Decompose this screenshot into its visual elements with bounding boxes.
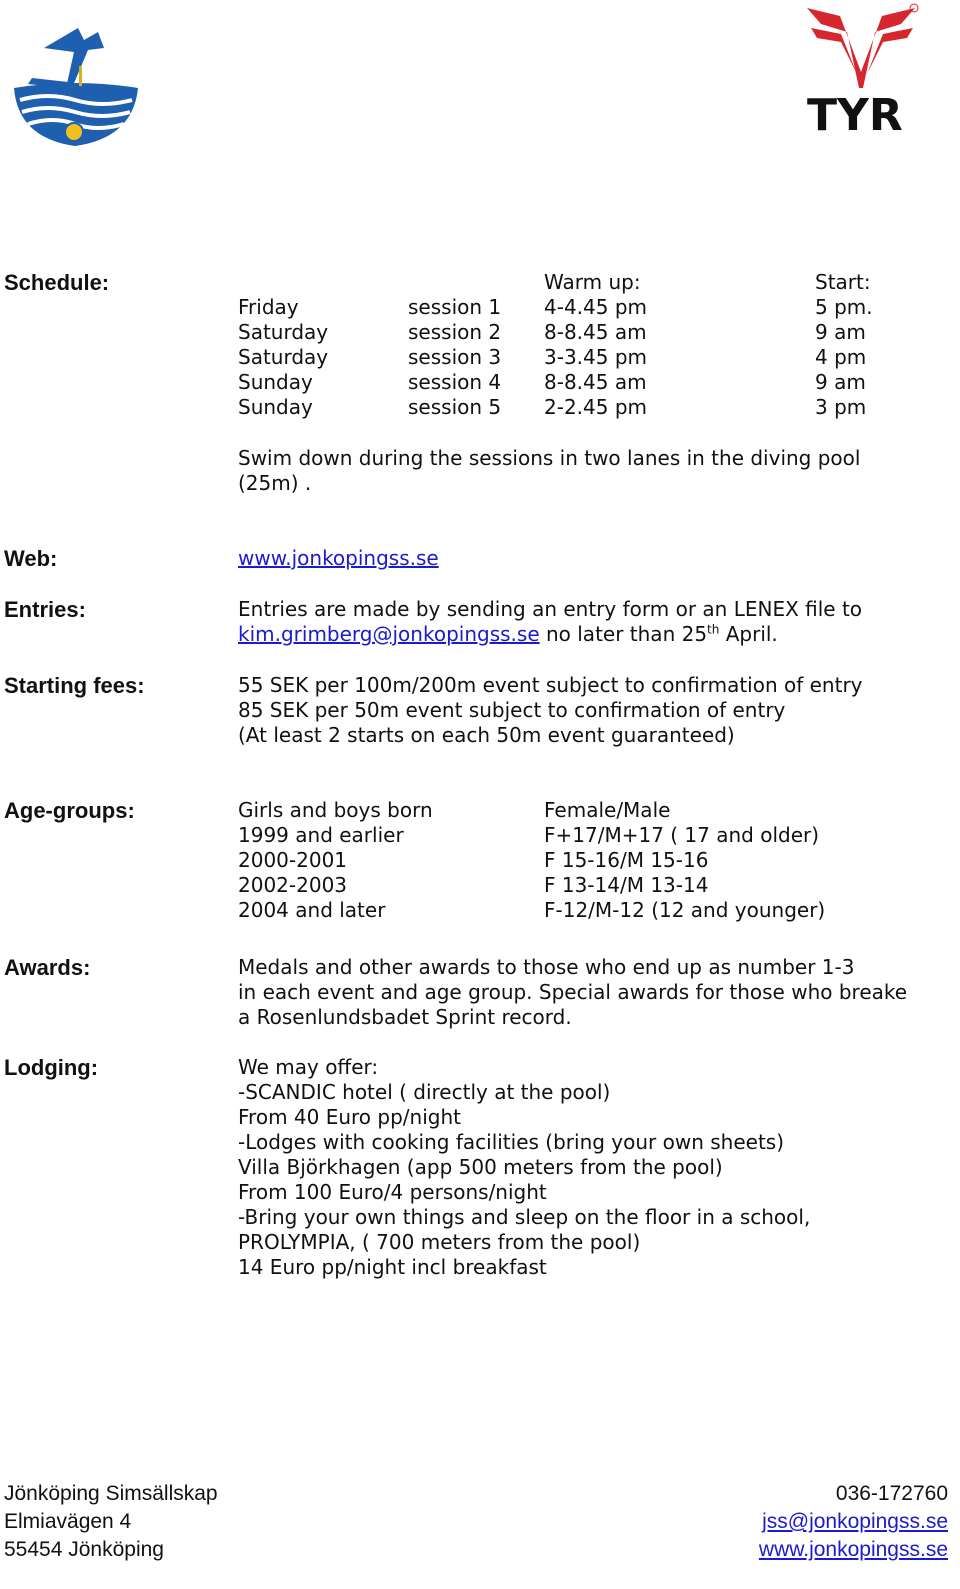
lodging-line: 14 Euro pp/night incl breakfast — [238, 1255, 547, 1279]
schedule-day: Saturday — [238, 345, 329, 369]
schedule-day: Sunday — [238, 370, 313, 394]
age-group-header: Female/Male — [544, 798, 671, 822]
awards-line: in each event and age group. Special awards for those who breake — [238, 980, 908, 1004]
age-born: 1999 and earlier — [238, 823, 404, 847]
schedule-session: session 2 — [408, 320, 502, 344]
awards-label: Awards: — [4, 955, 91, 980]
age-group: F 15-16/M 15-16 — [544, 848, 709, 872]
fees-label: Starting fees: — [4, 673, 145, 698]
schedule-day: Saturday — [238, 320, 329, 344]
web-label: Web: — [4, 546, 58, 571]
fee-line: 55 SEK per 100m/200m event subject to confirmation of entry — [238, 673, 863, 697]
awards-line: a Rosenlundsbadet Sprint record. — [238, 1005, 572, 1029]
entries-text: Entries are made by sending an entry form or an LENEX file to — [238, 597, 863, 621]
age-born-header: Girls and boys born — [238, 798, 433, 822]
lodging-line: We may offer: — [238, 1055, 379, 1079]
swim-down-note: Swim down during the sessions in two lanes in the diving pool — [238, 446, 861, 470]
lodging-line: From 40 Euro pp/night — [238, 1105, 461, 1129]
lodging-line: -SCANDIC hotel ( directly at the pool) — [238, 1080, 611, 1104]
schedule-warmup: 4-4.45 pm — [544, 295, 648, 319]
entries-deadline-month: April. — [719, 622, 778, 646]
schedule-session: session 5 — [408, 395, 502, 419]
age-group: F+17/M+17 ( 17 and older) — [544, 823, 820, 847]
entries-deadline-text: no later than 25 — [539, 622, 708, 646]
schedule-warmup: 8-8.45 am — [544, 370, 647, 394]
schedule-start: 9 am — [815, 320, 866, 344]
fee-line: 85 SEK per 50m event subject to confirmation of entry — [238, 698, 786, 722]
schedule-label: Schedule: — [4, 270, 110, 295]
schedule-start: 5 pm. — [815, 295, 873, 319]
age-group: F-12/M-12 (12 and younger) — [544, 898, 826, 922]
schedule-session: session 1 — [408, 295, 502, 319]
lodging-line: Villa Björkhagen (app 500 meters from the pool) — [238, 1155, 723, 1179]
schedule-session: session 3 — [408, 345, 502, 369]
website-link[interactable]: www.jonkopingss.se — [238, 546, 439, 570]
age-groups-label: Age-groups: — [4, 798, 135, 823]
swim-down-note-cont: (25m) . — [238, 471, 312, 495]
entries-deadline — [238, 622, 778, 647]
footer-email-link[interactable]: jss@jonkopingss.se — [762, 1510, 948, 1533]
tyr-logo — [805, 2, 920, 137]
warmup-header: Warm up: — [544, 270, 641, 294]
lodging-label: Lodging: — [4, 1055, 99, 1080]
footer-street: Elmiavägen 4 — [4, 1510, 132, 1533]
schedule-start: 9 am — [815, 370, 866, 394]
schedule-day: Sunday — [238, 395, 313, 419]
schedule-session: session 4 — [408, 370, 502, 394]
awards-line: Medals and other awards to those who end up as number 1-3 — [238, 955, 855, 979]
schedule-start: 3 pm — [815, 395, 867, 419]
fee-line: (At least 2 starts on each 50m event guaranteed) — [238, 723, 735, 747]
entries-email-link[interactable]: kim.grimberg@jonkopingss.se — [238, 622, 540, 646]
start-header: Start: — [815, 270, 871, 294]
schedule-warmup: 8-8.45 am — [544, 320, 647, 344]
footer-phone: 036-172760 — [835, 1482, 948, 1505]
age-born: 2004 and later — [238, 898, 386, 922]
lodging-line: PROLYMPIA, ( 700 meters from the pool) — [238, 1230, 641, 1254]
footer-web-link[interactable]: www.jonkopingss.se — [758, 1538, 948, 1561]
entries-label: Entries: — [4, 597, 86, 622]
footer-org: Jönköping Simsällskap — [4, 1482, 218, 1505]
footer-city: 55454 Jönköping — [4, 1538, 164, 1561]
schedule-warmup: 3-3.45 pm — [544, 345, 648, 369]
age-group: F 13-14/M 13-14 — [544, 873, 709, 897]
schedule-warmup: 2-2.45 pm — [544, 395, 648, 419]
entries-deadline-sup: th — [707, 622, 720, 637]
club-logo — [8, 18, 143, 150]
age-born: 2002-2003 — [238, 873, 348, 897]
lodging-line: -Lodges with cooking facilities (bring your own sheets) — [238, 1130, 785, 1154]
lodging-line: -Bring your own things and sleep on the floor in a school, — [238, 1205, 811, 1229]
schedule-day: Friday — [238, 295, 299, 319]
age-born: 2000-2001 — [238, 848, 348, 872]
tyr-wordmark: TYR — [807, 90, 903, 137]
schedule-start: 4 pm — [815, 345, 867, 369]
lodging-line: From 100 Euro/4 persons/night — [238, 1180, 547, 1204]
